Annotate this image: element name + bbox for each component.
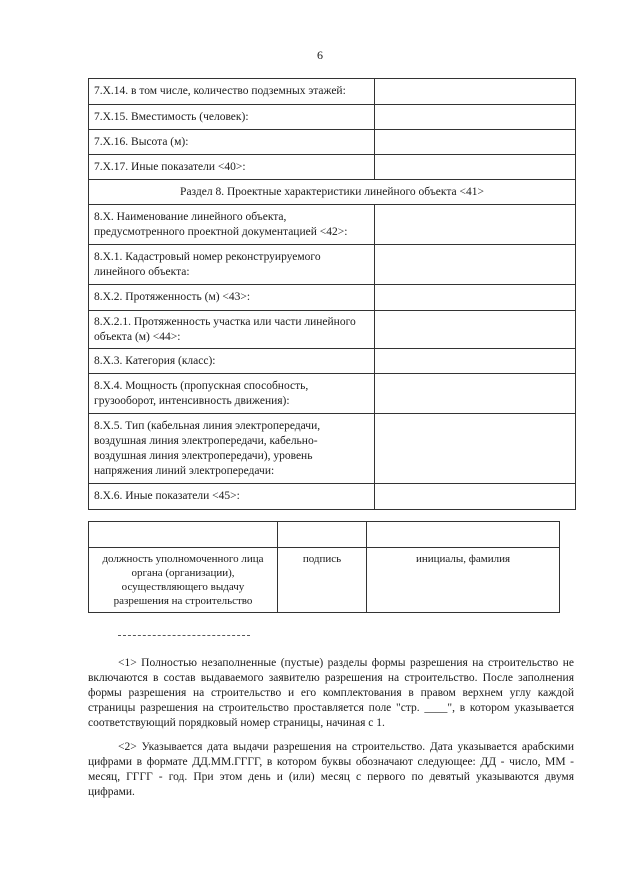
table-row (89, 311, 576, 349)
row-value-cell[interactable] (375, 205, 576, 245)
row-label: 7.Х.17. Иные показатели <40>: (89, 155, 375, 180)
row-value-cell[interactable] (375, 374, 576, 414)
section-header-row (89, 180, 576, 205)
position-field[interactable] (89, 522, 278, 548)
characteristics-table (88, 78, 576, 510)
table-row (89, 130, 576, 155)
row-value-cell[interactable] (375, 245, 576, 285)
section-title: Раздел 8. Проектные характеристики линейного объекта <41> (89, 180, 576, 205)
signature-table (88, 521, 560, 613)
row-label: 8.Х.1. Кадастровый номер реконструируемого линейного объекта: (89, 245, 375, 285)
row-value-cell[interactable] (375, 349, 576, 374)
table-row (89, 245, 576, 285)
signature-captions-row (89, 548, 560, 613)
footnote-2: <2> Указывается дата выдачи разрешения на строительство. Дата указывается арабскими цифрами в формате ДД.ММ.ГГГГ, в котором буквы обозначают следующее: ДД - число, ММ - месяц, ГГГГ - год. При этом день и (или) месяц с первого по девятый указываются двумя цифрами. (88, 741, 574, 798)
row-value-cell[interactable] (375, 311, 576, 349)
table-row (89, 285, 576, 311)
row-label: 8.Х.5. Тип (кабельная линия электропередачи, воздушная линия электропередачи, кабельно-воздушная линия электропередачи), уровень напряжения линий электропередачи: (89, 414, 375, 484)
row-label: 8.Х.4. Мощность (пропускная способность, грузооборот, интенсивность движения): (89, 374, 375, 414)
table-row (89, 374, 576, 414)
row-label: 8.Х. Наименование линейного объекта, предусмотренного проектной документацией <42>: (89, 205, 375, 245)
table-row (89, 484, 576, 510)
table-row (89, 155, 576, 180)
row-label: 8.Х.2. Протяженность (м) <43>: (89, 285, 375, 311)
row-value-cell[interactable] (375, 79, 576, 105)
row-value-cell[interactable] (375, 414, 576, 484)
footnote-divider (118, 635, 250, 636)
signature-fields-row (89, 522, 560, 548)
page-number: 6 (317, 48, 323, 62)
row-value-cell[interactable] (375, 130, 576, 155)
row-label: 8.Х.2.1. Протяженность участка или части линейного объекта (м) <44>: (89, 311, 375, 349)
row-label: 7.Х.14. в том числе, количество подземных этажей: (89, 79, 375, 105)
name-caption: инициалы, фамилия (367, 548, 560, 613)
row-label: 8.Х.3. Категория (класс): (89, 349, 375, 374)
row-value-cell[interactable] (375, 155, 576, 180)
row-value-cell[interactable] (375, 285, 576, 311)
position-caption: должность уполномоченного лица органа (организации), осуществляющего выдачу разрешения на строительство (89, 548, 278, 613)
table-row (89, 205, 576, 245)
signature-field[interactable] (278, 522, 367, 548)
name-field[interactable] (367, 522, 560, 548)
row-value-cell[interactable] (375, 105, 576, 130)
row-value-cell[interactable] (375, 484, 576, 510)
table-row (89, 414, 576, 484)
footnote-1: <1> Полностью незаполненные (пустые) разделы формы разрешения на строительство не включаются в состав выдаваемого заявителю разрешения на строительство. После заполнения формы разрешения на строительство и его комплектования в правом верхнем углу каждой страницы разрешения на строительство проставляется поле "стр. ____", в котором указывается соответствующий порядковый номер страницы, начиная с 1. (88, 657, 574, 729)
table-row (89, 349, 576, 374)
table-row (89, 79, 576, 105)
row-label: 7.Х.15. Вместимость (человек): (89, 105, 375, 130)
signature-caption: подпись (278, 548, 367, 613)
row-label: 7.Х.16. Высота (м): (89, 130, 375, 155)
row-label: 8.Х.6. Иные показатели <45>: (89, 484, 375, 510)
table-row (89, 105, 576, 130)
